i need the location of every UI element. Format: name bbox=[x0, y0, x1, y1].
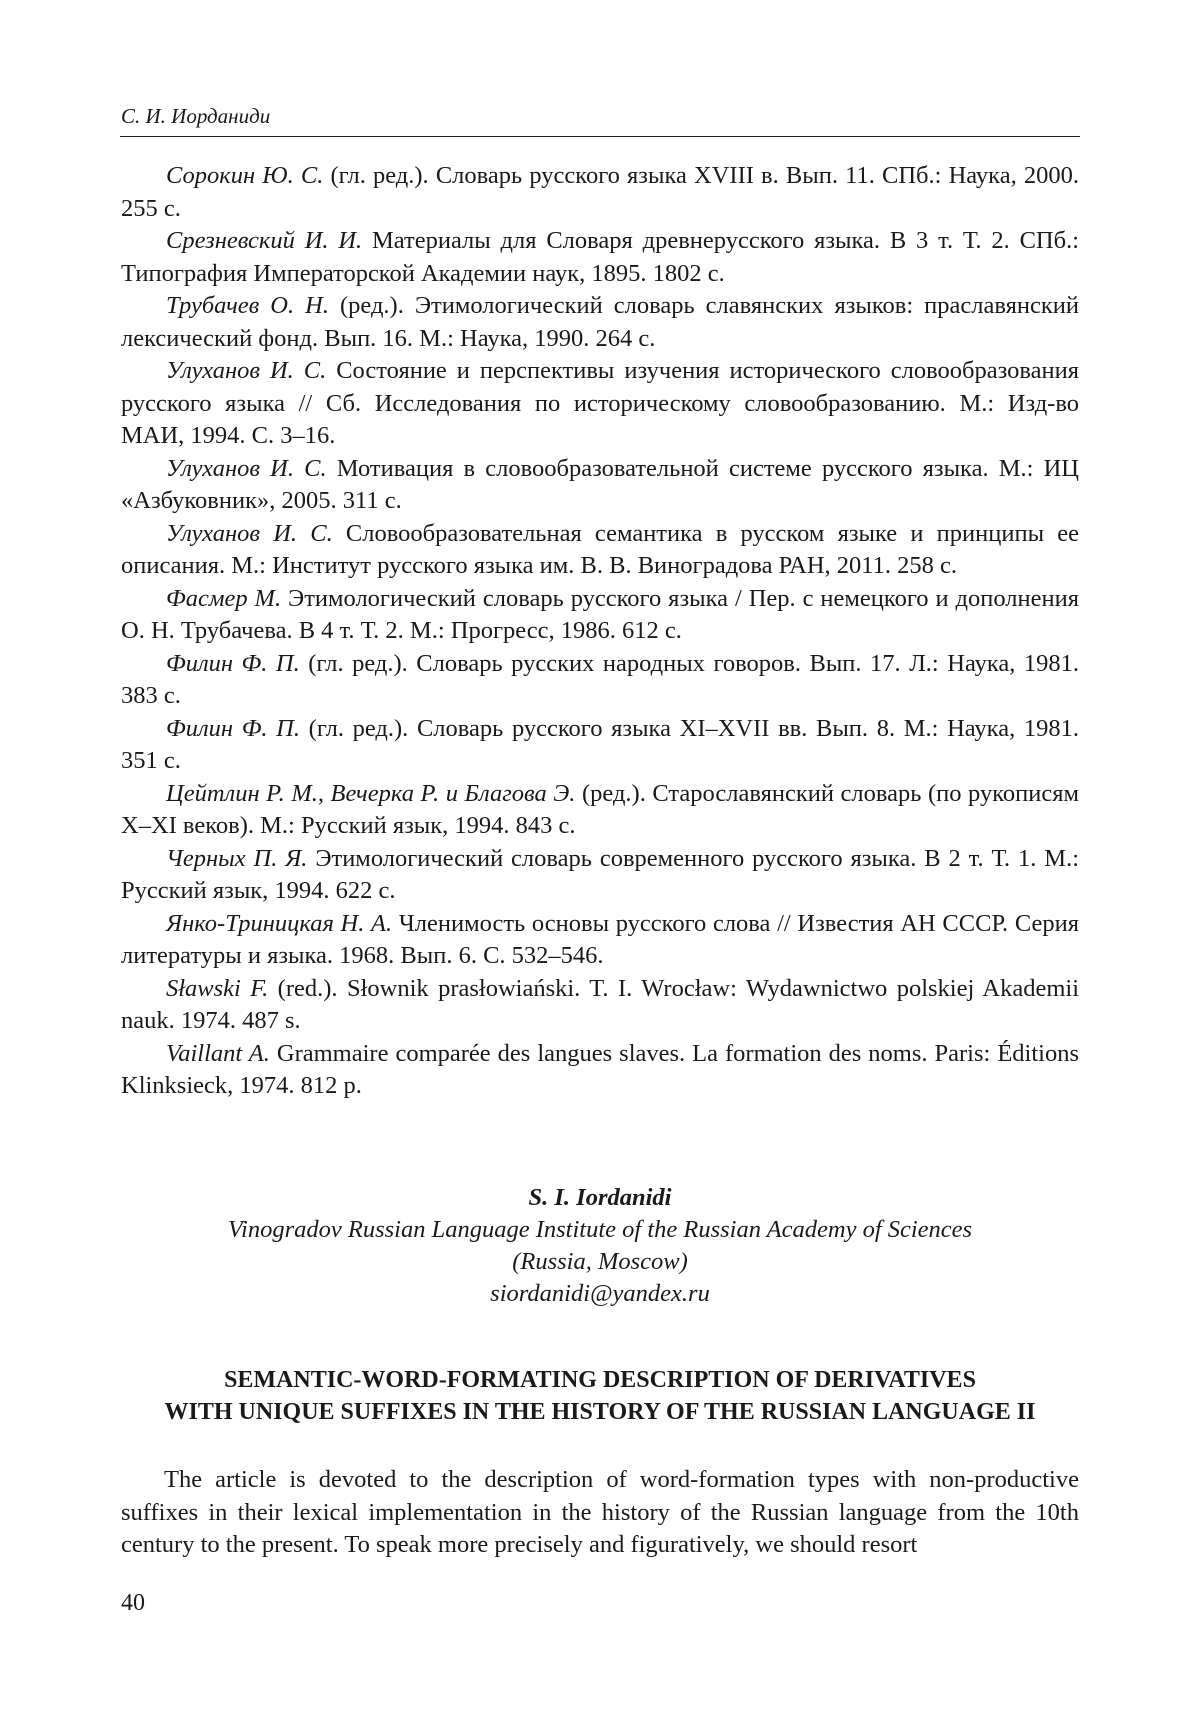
reference-text: Словообразовательная семантика в русском языке и принципы ее описания. М.: Институт русского языка им. В. В. Виноградова РАН, 2011. 258 с. bbox=[121, 519, 1079, 579]
reference-text: (гл. ред.). Словарь русских народных говоров. Вып. 17. Л.: Наука, 1981. 383 с. bbox=[121, 649, 1080, 709]
reference-text: (гл. ред.). Словарь русского языка XI–XVII вв. Вып. 8. М.: Наука, 1981. 351 с. bbox=[121, 714, 1079, 774]
reference-author: Фасмер М. bbox=[166, 584, 282, 612]
reference-author: Sławski F. bbox=[166, 974, 269, 1002]
author-block bbox=[121, 1182, 1079, 1310]
reference-author: Филин Ф. П. bbox=[166, 714, 300, 742]
page-number: 40 bbox=[121, 1590, 145, 1616]
reference-author: Трубачев О. Н. bbox=[166, 292, 329, 319]
reference-author: Цейтлин Р. М., Вечерка Р. и Благова Э. bbox=[166, 779, 576, 807]
reference-text: Материалы для Словаря древнерусского языка. В 3 т. Т. 2. СПб.: Типография Императорской Академии наук, 1895. 1802 с. bbox=[121, 227, 1080, 287]
reference-item bbox=[121, 160, 1079, 225]
reference-item bbox=[121, 778, 1079, 843]
reference-item bbox=[121, 713, 1079, 778]
reference-author: Сорокин Ю. С. bbox=[166, 162, 324, 189]
reference-text: (ред.). Этимологический словарь славянских языков: праславянский лексический фонд. Вып. 16. М.: Наука, 1990. 264 с. bbox=[121, 292, 1080, 352]
reference-text: Мотивация в словообразовательной системе русского языка. М.: ИЦ «Азбуковник», 2005. 311 с. bbox=[121, 454, 1079, 514]
running-head: С. И. Иорданиди bbox=[121, 104, 271, 128]
article-title-line-2: WITH UNIQUE SUFFIXES IN THE HISTORY OF THE RUSSIAN LANGUAGE II bbox=[164, 1399, 1036, 1425]
reference-text: Grammaire comparée des langues slaves. La formation des noms. Paris: Éditions Klinksieck, 1974. 812 p. bbox=[121, 1039, 1079, 1099]
reference-item bbox=[121, 225, 1079, 290]
author-email: siordanidi@yandex.ru bbox=[490, 1280, 710, 1307]
reference-text: (ред.). Старославянский словарь (по рукописям X–XI веков). М.: Русский язык, 1994. 843 с. bbox=[121, 779, 1079, 839]
reference-text: Членимость основы русского слова // Известия АН СССР. Серия литературы и языка. 1968. Вып. 6. С. 532–546. bbox=[121, 909, 1079, 969]
reference-text: Этимологический словарь современного русского языка. В 2 т. Т. 1. М.: Русский язык, 1994. 622 с. bbox=[121, 844, 1080, 904]
reference-item bbox=[121, 355, 1079, 453]
reference-author: Черных П. Я. bbox=[166, 844, 308, 872]
reference-item bbox=[121, 518, 1079, 583]
reference-author: Vaillant A. bbox=[166, 1039, 270, 1067]
reference-author: Улуханов И. С. bbox=[166, 454, 327, 482]
reference-author: Улуханов И. С. bbox=[166, 519, 333, 547]
reference-author: Филин Ф. П. bbox=[166, 649, 300, 677]
abstract-paragraph: The article is devoted to the description of word-formation types with non-productive suffixes in their lexical implementation in the history of the Russian language from the 10th century to the present. To speak more precisely and figuratively, we should resort bbox=[121, 1466, 1079, 1558]
author-name: S. I. Iordanidi bbox=[528, 1184, 672, 1211]
reference-text: (гл. ред.). Словарь русского языка XVIII в. Вып. 11. СПб.: Наука, 2000. 255 с. bbox=[121, 162, 1079, 222]
reference-item bbox=[121, 843, 1079, 908]
author-affiliation: Vinogradov Russian Language Institute of the Russian Academy of Sciences bbox=[227, 1216, 973, 1243]
reference-item bbox=[121, 1038, 1079, 1103]
reference-author: Улуханов И. С. bbox=[166, 357, 327, 384]
reference-item bbox=[121, 290, 1079, 355]
reference-text: Состояние и перспективы изучения исторического словообразования русского языка // Сб. Исследования по историческому словообразованию. М.: Изд-во МАИ, 1994. С. 3–16. bbox=[121, 357, 1079, 449]
article-title-line-1: SEMANTIC-WORD-FORMATING DESCRIPTION OF DERIVATIVES bbox=[224, 1367, 976, 1393]
header-rule bbox=[120, 136, 1080, 137]
reference-text: (red.). Słownik prasłowiański. T. I. Wrocław: Wydawnictwo polskiej Akademii nauk. 1974. 487 s. bbox=[121, 974, 1079, 1034]
reference-text: Этимологический словарь русского языка / Пер. с немецкого и дополнения О. Н. Трубачева. В 4 т. Т. 2. М.: Прогресс, 1986. 612 с. bbox=[121, 584, 1079, 644]
author-country: (Russia, Moscow) bbox=[512, 1248, 688, 1275]
reference-item bbox=[121, 648, 1079, 713]
reference-item bbox=[121, 453, 1079, 518]
reference-list bbox=[121, 160, 1079, 1103]
reference-item bbox=[121, 583, 1079, 648]
reference-author: Срезневский И. И. bbox=[166, 227, 363, 254]
reference-item bbox=[121, 908, 1079, 973]
article-title bbox=[121, 1364, 1079, 1428]
reference-author: Янко-Триницкая Н. А. bbox=[166, 909, 393, 937]
reference-item bbox=[121, 973, 1079, 1038]
